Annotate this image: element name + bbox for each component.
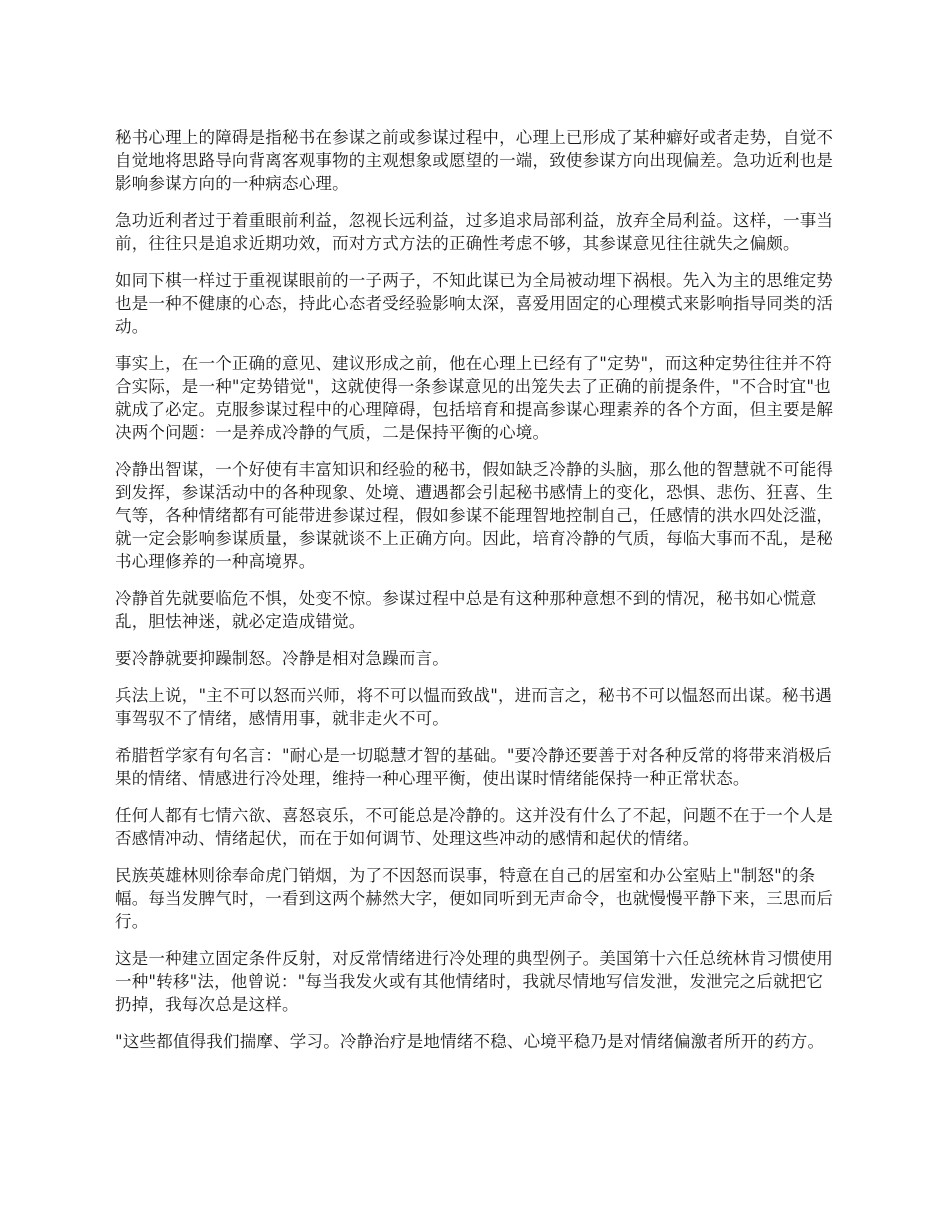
paragraph-5: 冷静出智谋，一个好使有丰富知识和经验的秘书，假如缺乏冷静的头脑，那么他的智慧就不可能得到发挥，参谋活动中的各种现象、处境、遭遇都会引起秘书感情上的变化，恐惧、悲伤、狂喜、生气等，各种情绪都有可能带进参谋过程，假如参谋不能理智地控制自己，任感情的洪水四处泛滥，就一定会影响参谋质量，参谋就谈不上正确方向。因此，培育冷静的气质，每临大事而不乱，是秘书心理修养的一种高境界。 bbox=[115, 460, 834, 571]
paragraph-9: 希腊哲学家有句名言："耐心是一切聪慧才智的基础。"要冷静还要善于对各种反常的将带来消极后果的情绪、情感进行冷处理，维持一种心理平衡，使出谋时情绪能保持一种正常状态。 bbox=[115, 746, 832, 788]
paragraph-11: 民族英雄林则徐奉命虎门销烟，为了不因怒而误事，特意在自己的居室和办公室贴上"制怒"的条幅。每当发脾气时，一看到这两个赫然大字，便如同听到无声命令，也就慢慢平静下来，三思而后行。 bbox=[115, 866, 834, 931]
paragraph-6: 冷静首先就要临危不惧，处变不惊。参谋过程中总是有这种那种意想不到的情况，秘书如心慌意乱，胆怯神迷，就必定造成错觉。 bbox=[115, 589, 817, 631]
paragraph-13: "这些都值得我们揣摩、学习。冷静治疗是地情绪不稳、心境平稳乃是对情绪偏激者所开的药方。 bbox=[115, 1032, 825, 1051]
paragraph-8: 兵法上说，"主不可以怒而兴师，将不可以愠而致战"，进而言之，秘书不可以愠怒而出谋。秘书遇事驾驭不了情绪，感情用事，就非走火不可。 bbox=[115, 686, 832, 728]
paragraph-10: 任何人都有七情六欲、喜怒哀乐，不可能总是冷静的。这并没有什么了不起，问题不在于一个人是否感情冲动、情绪起伏，而在于如何调节、处理这些冲动的感情和起伏的情绪。 bbox=[115, 806, 834, 848]
paragraph-2: 急功近利者过于着重眼前利益，忽视长远利益，过多追求局部利益，放弃全局利益。这样，一事当前，往往只是追求近期功效，而对方式方法的正确性考虑不够，其参谋意见往往就失之偏颇。 bbox=[115, 211, 834, 253]
paragraph-12: 这是一种建立固定条件反射，对反常情绪进行冷处理的典型例子。美国第十六任总统林肯习惯使用一种"转移"法，他曾说："每当我发火或有其他情绪时，我就尽情地写信发泄，发泄完之后就把它扔掉，我每次总是这样。 bbox=[115, 949, 834, 1014]
document-body bbox=[115, 126, 837, 1053]
paragraph-3: 如同下棋一样过于重视谋眼前的一子两子，不知此谋已为全局被动埋下祸根。先入为主的思维定势也是一种不健康的心态，持此心态者受经验影响太深，喜爱用固定的心理模式来影响指导同类的活动。 bbox=[115, 271, 834, 336]
paragraph-1: 秘书心理上的障碍是指秘书在参谋之前或参谋过程中，心理上已形成了某种癖好或者走势，自觉不自觉地将思路导向背离客观事物的主观想象或愿望的一端，致使参谋方向出现偏差。急功近利也是影响参谋方向的一种病态心理。 bbox=[115, 128, 834, 193]
paragraph-4: 事实上，在一个正确的意见、建议形成之前，他在心理上已经有了"定势"，而这种定势往往并不符合实际，是一种"定势错觉"，这就使得一条参谋意见的出笼失去了正确的前提条件，"不合时宜"也就成了必定。克服参谋过程中的心理障碍，包括培育和提高参谋心理素养的各个方面，但主要是解决两个问题：一是养成冷静的气质，二是保持平衡的心境。 bbox=[115, 354, 834, 442]
paragraph-7: 要冷静就要抑躁制怒。冷静是相对急躁而言。 bbox=[115, 649, 449, 668]
